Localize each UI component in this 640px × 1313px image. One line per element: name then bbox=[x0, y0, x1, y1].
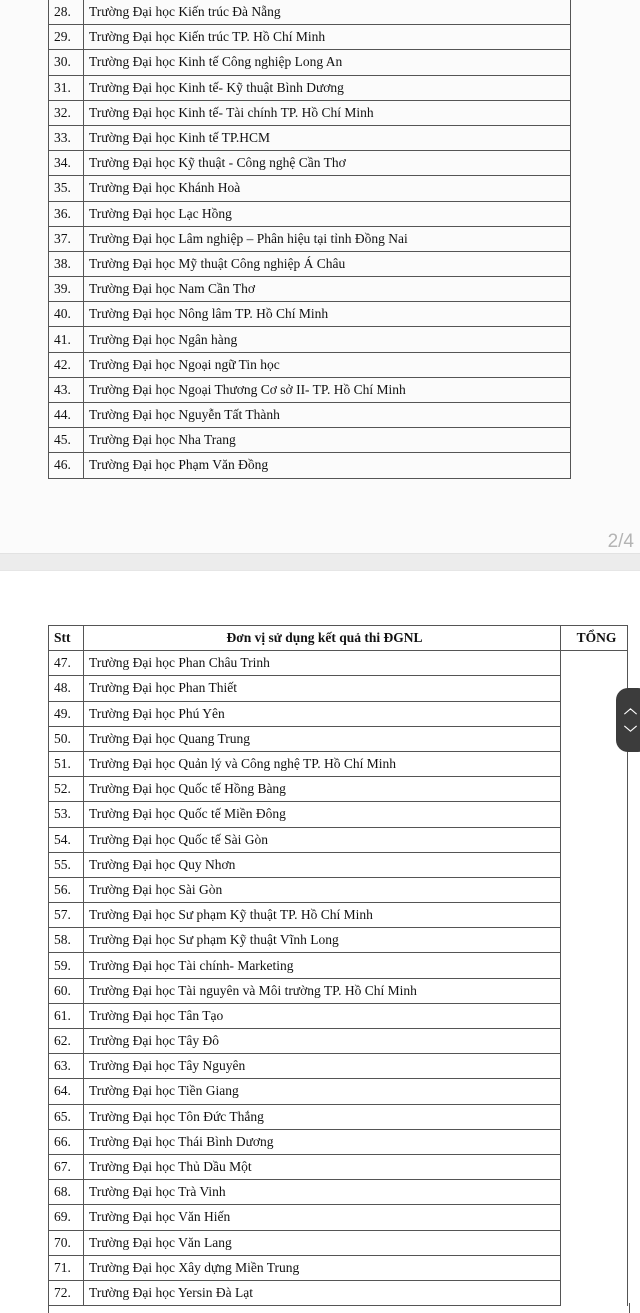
row-stt: 61. bbox=[49, 1003, 84, 1028]
row-stt: 57. bbox=[49, 903, 84, 928]
table-row bbox=[49, 903, 628, 928]
row-unit-name: Trường Đại học Ngoại Thương Cơ sở II- TP. Hồ Chí Minh bbox=[84, 377, 571, 402]
table-row bbox=[49, 25, 571, 50]
table-row bbox=[49, 726, 628, 751]
row-stt: 39. bbox=[49, 277, 84, 302]
row-unit-name: Trường Đại học Kinh tế Công nghiệp Long An bbox=[84, 50, 571, 75]
row-stt: 49. bbox=[49, 701, 84, 726]
row-unit-name: Trường Đại học Lâm nghiệp – Phân hiệu tại tỉnh Đồng Nai bbox=[84, 226, 571, 251]
row-stt: 70. bbox=[49, 1230, 84, 1255]
row-stt: 29. bbox=[49, 25, 84, 50]
table-row bbox=[49, 928, 628, 953]
row-unit-name: Trường Đại học Thủ Dầu Một bbox=[84, 1154, 561, 1179]
row-total bbox=[561, 1230, 628, 1255]
row-stt: 35. bbox=[49, 176, 84, 201]
row-unit-name: Trường Đại học Lạc Hồng bbox=[84, 201, 571, 226]
row-stt: 46. bbox=[49, 453, 84, 478]
row-stt: 47. bbox=[49, 651, 84, 676]
table-row bbox=[49, 802, 628, 827]
row-unit-name: Trường Đại học Quốc tế Sài Gòn bbox=[84, 827, 561, 852]
table-row bbox=[49, 827, 628, 852]
row-unit-name: Trường Đại học Quản lý và Công nghệ TP. Hồ Chí Minh bbox=[84, 751, 561, 776]
row-stt: 38. bbox=[49, 251, 84, 276]
row-stt: 72. bbox=[49, 1280, 84, 1305]
row-unit-name: Trường Đại học Tây Nguyên bbox=[84, 1054, 561, 1079]
row-stt: 63. bbox=[49, 1054, 84, 1079]
row-stt: 59. bbox=[49, 953, 84, 978]
table-row bbox=[49, 1029, 628, 1054]
universities-table-part-2 bbox=[48, 625, 628, 1306]
table-row bbox=[49, 953, 628, 978]
row-total bbox=[561, 903, 628, 928]
table-row bbox=[49, 176, 571, 201]
row-unit-name: Trường Đại học Thái Bình Dương bbox=[84, 1129, 561, 1154]
table-row bbox=[49, 1003, 628, 1028]
row-unit-name: Trường Đại học Sài Gòn bbox=[84, 877, 561, 902]
row-unit-name: Trường Đại học Văn Hiến bbox=[84, 1205, 561, 1230]
row-unit-name: Trường Đại học Phan Thiết bbox=[84, 676, 561, 701]
row-stt: 42. bbox=[49, 352, 84, 377]
table-row bbox=[49, 651, 628, 676]
table-row bbox=[49, 0, 571, 25]
row-stt: 36. bbox=[49, 201, 84, 226]
row-unit-name: Trường Đại học Ngân hàng bbox=[84, 327, 571, 352]
row-stt: 45. bbox=[49, 428, 84, 453]
row-unit-name: Trường Đại học Nam Cần Thơ bbox=[84, 277, 571, 302]
row-unit-name: Trường Đại học Tân Tạo bbox=[84, 1003, 561, 1028]
row-total bbox=[561, 777, 628, 802]
row-unit-name: Trường Đại học Mỹ thuật Công nghiệp Á Châu bbox=[84, 251, 571, 276]
row-stt: 54. bbox=[49, 827, 84, 852]
row-unit-name: Trường Đại học Sư phạm Kỹ thuật Vĩnh Long bbox=[84, 928, 561, 953]
row-unit-name: Trường Đại học Tây Đô bbox=[84, 1029, 561, 1054]
row-total bbox=[561, 1029, 628, 1054]
table-row bbox=[49, 100, 571, 125]
chevron-down-icon[interactable]: ﹀ bbox=[624, 726, 638, 741]
row-stt: 41. bbox=[49, 327, 84, 352]
table-row bbox=[49, 978, 628, 1003]
row-unit-name: Trường Đại học Xây dựng Miền Trung bbox=[84, 1255, 561, 1280]
row-total bbox=[561, 1255, 628, 1280]
row-stt: 66. bbox=[49, 1129, 84, 1154]
row-total bbox=[561, 1003, 628, 1028]
row-unit-name: Trường Đại học Quy Nhơn bbox=[84, 852, 561, 877]
row-stt: 68. bbox=[49, 1180, 84, 1205]
row-stt: 53. bbox=[49, 802, 84, 827]
table-row bbox=[49, 453, 571, 478]
row-unit-name: Trường Đại học Quốc tế Miền Đông bbox=[84, 802, 561, 827]
row-stt: 67. bbox=[49, 1154, 84, 1179]
table-row bbox=[49, 777, 628, 802]
table-row bbox=[49, 852, 628, 877]
row-total bbox=[561, 1104, 628, 1129]
row-total bbox=[561, 1054, 628, 1079]
table-row bbox=[49, 1104, 628, 1129]
table-row bbox=[49, 1154, 628, 1179]
table-row bbox=[49, 1054, 628, 1079]
row-unit-name: Trường Đại học Văn Lang bbox=[84, 1230, 561, 1255]
table-row bbox=[49, 201, 571, 226]
page-indicator: 2/4 bbox=[607, 531, 634, 552]
row-total bbox=[561, 1280, 628, 1305]
table-row bbox=[49, 751, 628, 776]
page-separator bbox=[0, 553, 640, 571]
row-stt: 52. bbox=[49, 777, 84, 802]
row-stt: 56. bbox=[49, 877, 84, 902]
row-stt: 28. bbox=[49, 0, 84, 25]
table-row bbox=[49, 676, 628, 701]
row-unit-name: Trường Đại học Phạm Văn Đồng bbox=[84, 453, 571, 478]
table-row bbox=[49, 1255, 628, 1280]
row-unit-name: Trường Đại học Kinh tế TP.HCM bbox=[84, 125, 571, 150]
row-unit-name: Trường Đại học Tôn Đức Thắng bbox=[84, 1104, 561, 1129]
row-stt: 44. bbox=[49, 403, 84, 428]
row-unit-name: Trường Đại học Quốc tế Hồng Bàng bbox=[84, 777, 561, 802]
table-continuation bbox=[48, 1303, 630, 1313]
row-unit-name: Trường Đại học Trà Vinh bbox=[84, 1180, 561, 1205]
row-unit-name: Trường Đại học Kiến trúc TP. Hồ Chí Minh bbox=[84, 25, 571, 50]
row-unit-name: Trường Đại học Tài chính- Marketing bbox=[84, 953, 561, 978]
row-unit-name: Trường Đại học Phan Châu Trinh bbox=[84, 651, 561, 676]
row-stt: 71. bbox=[49, 1255, 84, 1280]
row-stt: 55. bbox=[49, 852, 84, 877]
universities-table-part-1 bbox=[48, 0, 571, 479]
row-unit-name: Trường Đại học Nguyễn Tất Thành bbox=[84, 403, 571, 428]
row-stt: 51. bbox=[49, 751, 84, 776]
row-total bbox=[561, 978, 628, 1003]
table-row bbox=[49, 352, 571, 377]
row-stt: 34. bbox=[49, 151, 84, 176]
row-total bbox=[561, 953, 628, 978]
table-row bbox=[49, 327, 571, 352]
row-stt: 60. bbox=[49, 978, 84, 1003]
row-total bbox=[561, 877, 628, 902]
table-row bbox=[49, 1079, 628, 1104]
table-row bbox=[49, 428, 571, 453]
table-row bbox=[49, 75, 571, 100]
row-total bbox=[561, 1154, 628, 1179]
row-total bbox=[561, 827, 628, 852]
row-stt: 48. bbox=[49, 676, 84, 701]
row-unit-name: Trường Đại học Ngoại ngữ Tin học bbox=[84, 352, 571, 377]
row-unit-name: Trường Đại học Tài nguyên và Môi trường TP. Hồ Chí Minh bbox=[84, 978, 561, 1003]
row-stt: 37. bbox=[49, 226, 84, 251]
row-total bbox=[561, 928, 628, 953]
row-unit-name: Trường Đại học Kinh tế- Kỹ thuật Bình Dương bbox=[84, 75, 571, 100]
row-unit-name: Trường Đại học Kỹ thuật - Công nghệ Cần Thơ bbox=[84, 151, 571, 176]
table-row bbox=[49, 377, 571, 402]
table-row bbox=[49, 302, 571, 327]
row-stt: 58. bbox=[49, 928, 84, 953]
header-unit: Đơn vị sử dụng kết quả thi ĐGNL bbox=[84, 626, 561, 651]
row-unit-name: Trường Đại học Yersin Đà Lạt bbox=[84, 1280, 561, 1305]
row-total bbox=[561, 852, 628, 877]
row-stt: 43. bbox=[49, 377, 84, 402]
row-unit-name: Trường Đại học Nông lâm TP. Hồ Chí Minh bbox=[84, 302, 571, 327]
row-total bbox=[561, 1205, 628, 1230]
row-unit-name: Trường Đại học Phú Yên bbox=[84, 701, 561, 726]
row-unit-name: Trường Đại học Khánh Hoà bbox=[84, 176, 571, 201]
table-row bbox=[49, 125, 571, 150]
table-row bbox=[49, 277, 571, 302]
table-row bbox=[49, 877, 628, 902]
row-unit-name: Trường Đại học Nha Trang bbox=[84, 428, 571, 453]
table-row bbox=[49, 1180, 628, 1205]
table-row bbox=[49, 403, 571, 428]
table-row bbox=[49, 1205, 628, 1230]
table-row bbox=[49, 701, 628, 726]
page-nav-control[interactable] bbox=[616, 688, 640, 752]
row-stt: 33. bbox=[49, 125, 84, 150]
row-total bbox=[561, 751, 628, 776]
table-row bbox=[49, 50, 571, 75]
row-stt: 32. bbox=[49, 100, 84, 125]
header-stt: Stt bbox=[49, 626, 84, 651]
row-unit-name: Trường Đại học Kiến trúc Đà Nẵng bbox=[84, 0, 571, 25]
row-unit-name: Trường Đại học Kinh tế- Tài chính TP. Hồ Chí Minh bbox=[84, 100, 571, 125]
row-stt: 62. bbox=[49, 1029, 84, 1054]
table-row bbox=[49, 151, 571, 176]
row-unit-name: Trường Đại học Tiền Giang bbox=[84, 1079, 561, 1104]
row-unit-name: Trường Đại học Quang Trung bbox=[84, 726, 561, 751]
row-total bbox=[561, 1129, 628, 1154]
table-row bbox=[49, 226, 571, 251]
chevron-up-icon[interactable]: ︿ bbox=[624, 702, 638, 717]
row-total bbox=[561, 1180, 628, 1205]
row-stt: 65. bbox=[49, 1104, 84, 1129]
row-stt: 30. bbox=[49, 50, 84, 75]
row-total bbox=[561, 651, 628, 676]
row-stt: 64. bbox=[49, 1079, 84, 1104]
table-row bbox=[49, 1129, 628, 1154]
row-total bbox=[561, 1079, 628, 1104]
row-stt: 50. bbox=[49, 726, 84, 751]
table-row bbox=[49, 251, 571, 276]
table-row bbox=[49, 1280, 628, 1305]
table-header-row bbox=[49, 626, 628, 651]
row-stt: 31. bbox=[49, 75, 84, 100]
row-unit-name: Trường Đại học Sư phạm Kỹ thuật TP. Hồ Chí Minh bbox=[84, 903, 561, 928]
header-total: TỔNG bbox=[561, 626, 628, 651]
table-row bbox=[49, 1230, 628, 1255]
row-stt: 40. bbox=[49, 302, 84, 327]
row-total bbox=[561, 802, 628, 827]
row-stt: 69. bbox=[49, 1205, 84, 1230]
